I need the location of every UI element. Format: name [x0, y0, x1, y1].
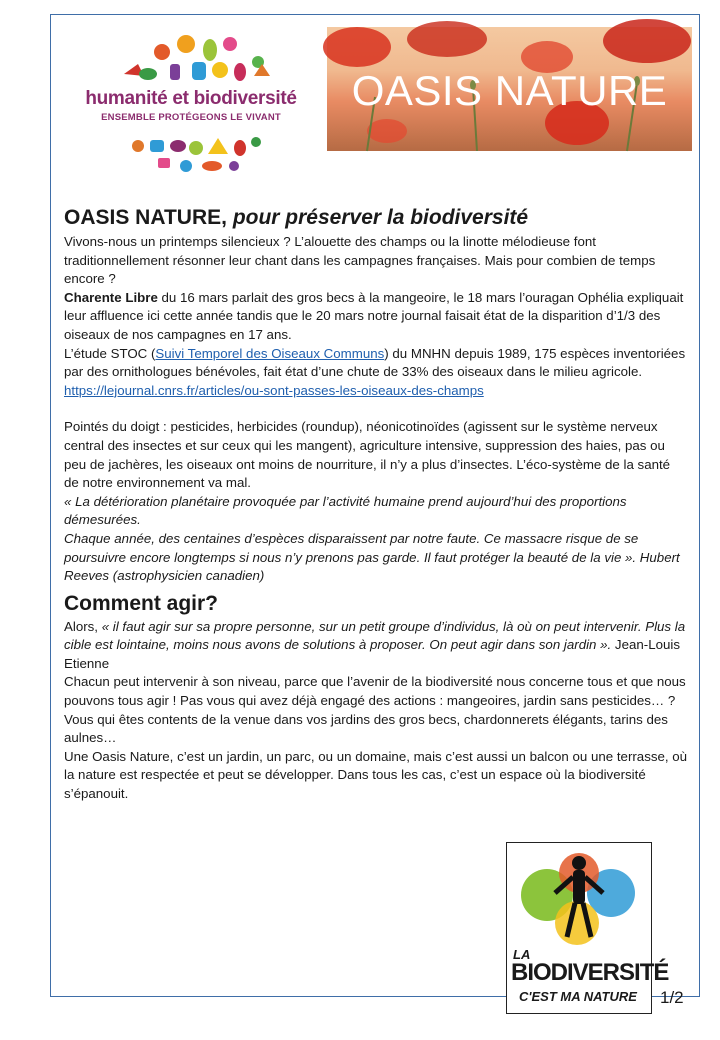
title-main: OASIS NATURE,	[64, 206, 227, 229]
poster-text-la: LA	[513, 947, 531, 962]
paragraph-charente	[64, 289, 688, 345]
paragraph-stoc	[64, 345, 688, 382]
paragraph-intro: Vivons-nous un printemps silencieux ? L’alouette des champs ou la linotte mélodieuse font traditionnellement résonner leur chant dans les campagnes françaises. Mais pour combien de temps encore ?	[64, 234, 656, 287]
etienne-author: Jean-Louis Etienne	[64, 637, 680, 671]
poster-art	[507, 843, 651, 951]
article-title	[64, 205, 688, 231]
paragraph-chacun: Chacun peut intervenir à son niveau, parce que l’avenir de la biodiversité nous concerne tous et que nous pouvons tous agir ! Pas vous qui avez déjà engagé des actions : mangeoires, jardin sans pesticides… ? Vous qui êtes contents de la venue dans vos jardins des gros becs, chardonnerets élégants, tarins des aulnes…	[64, 674, 686, 746]
etienne-quote: « il faut agir sur sa propre personne, sur un petit groupe d’individus, là où on peut intervenir. Plus la cible est lointaine, moins nous avons de solutions à proposer. On peut agir dans son jardin ».	[64, 618, 686, 653]
title-italic: pour préserver la biodiversité	[232, 206, 529, 229]
cnrs-article-link[interactable]: https://lejournal.cnrs.fr/articles/ou-sont-passes-les-oiseaux-des-champs	[64, 382, 484, 398]
quote-reeves-1: « La détérioration planétaire provoquée par l’activité humaine prend aujourd’hui des proportions démesurées.	[64, 493, 627, 528]
etienne-intro: Alors,	[64, 618, 102, 634]
stoc-text-start: L’étude STOC (	[64, 345, 156, 361]
page-number: 1/2	[660, 988, 684, 1007]
stoc-text-end: ) du MNHN depuis 1989, 175 espèces inventoriées par des ornithologues bénévoles, fait état d’une chute de 33% des oiseaux dans le milieu agricole.	[64, 345, 686, 380]
article-body	[64, 205, 688, 804]
logo-title: humanité et biodiversité	[85, 88, 297, 109]
paragraph-charente-text: du 16 mars parlait des gros becs à la mangeoire, le 18 mars l’ouragan Ophélia expliquait leur affluence ici cette année tandis que le 20 mars notre journal faisait état de la disparition d’1/3 des oiseaux de nos campagnes en 17 ans.	[64, 289, 684, 342]
humanite-biodiversite-logo	[62, 30, 320, 182]
poster-text-nature: C'EST MA NATURE	[519, 989, 637, 1004]
quote-reeves-2: Chaque année, des centaines d’espèces disparaissent par notre faute. Ce massacre risque de se poursuivre encore longtemps si nous n’y prenons pas garde. Il faut protéger la beauté de la vie ». Hubert Reeves (astrophysicien canadien)	[64, 530, 680, 584]
paragraph-etienne	[64, 618, 688, 674]
poppy-banner-image	[327, 27, 692, 151]
logo-tagline: ENSEMBLE PROTÉGEONS LE VIVANT	[101, 112, 281, 123]
stoc-link[interactable]: Suivi Temporel des Oiseaux Communs	[155, 345, 385, 361]
poster-text-biodiversite: BIODIVERSITÉ	[511, 959, 669, 986]
paragraph-oasis: Une Oasis Nature, c’est un jardin, un parc, ou un domaine, mais c’est aussi un balcon ou une terrasse, où la nature est respectée et peut se développer. Dans tous les cas, c’est un espace où la biodiversité s’épanouit.	[64, 748, 688, 802]
section-heading-comment-agir: Comment agir?	[64, 591, 219, 615]
biodiversite-poster	[506, 842, 669, 1014]
newspaper-name: Charente Libre	[64, 289, 158, 305]
banner-title: OASIS NATURE	[351, 67, 668, 114]
paragraph-causes: Pointés du doigt : pesticides, herbicides (roundup), néonicotinoïdes (agissent sur le système nerveux central des insectes et sur ceux qui les mangent), agriculture intensive, suppression des haies, pas ou peu de jachères, les oiseaux ont moins de nourriture, il n’y a plus d’insectes. L’éco-système de la santé de notre environnement va mal.	[64, 419, 671, 491]
